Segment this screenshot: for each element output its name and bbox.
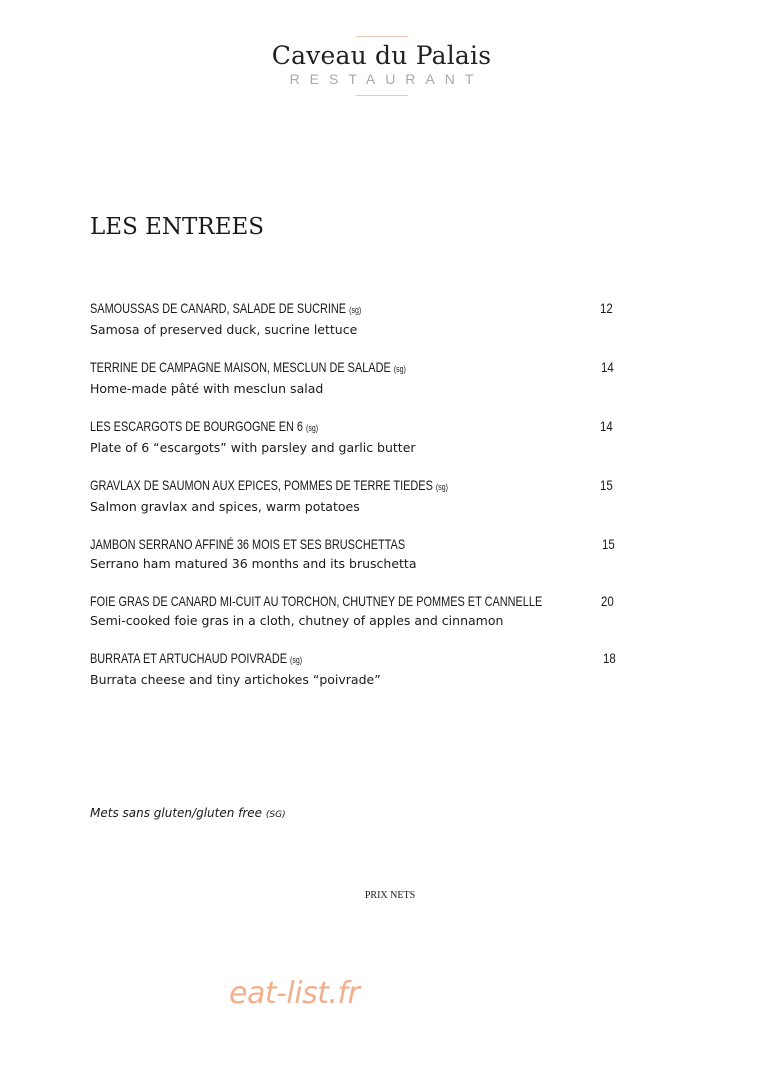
menu-item	[90, 299, 630, 339]
menu-item	[90, 535, 630, 573]
item-price: 15	[602, 536, 615, 552]
menu-item	[90, 649, 630, 689]
item-price: 14	[600, 418, 613, 434]
item-price: 18	[603, 650, 616, 666]
item-description: Serrano ham matured 36 months and its bruschetta	[90, 556, 417, 571]
item-name: TERRINE DE CAMPAGNE MAISON, MESCLUN DE SALADE (sg)	[90, 359, 406, 375]
menu-item	[90, 417, 630, 457]
gluten-free-mark: (sg)	[435, 482, 448, 492]
item-description: Salmon gravlax and spices, warm potatoes	[90, 499, 360, 514]
item-price: 15	[600, 477, 613, 493]
item-name: LES ESCARGOTS DE BOURGOGNE EN 6 (sg)	[90, 418, 319, 434]
prix-nets-note: PRIX NETS	[364, 890, 416, 901]
item-description: Samosa of preserved duck, sucrine lettuce	[90, 322, 358, 337]
item-description: Plate of 6 “escargots” with parsley and garlic butter	[90, 440, 416, 455]
section-title: LES ENTREES	[90, 214, 265, 240]
watermark: eat-list.fr	[229, 976, 360, 1011]
gluten-free-mark: (sg)	[290, 655, 303, 665]
gluten-free-footnote: Mets sans gluten/gluten free (SG)	[90, 806, 286, 820]
footnote-sg-mark: (SG)	[265, 810, 286, 820]
item-description: Semi-cooked foie gras in a cloth, chutney of apples and cinnamon	[90, 613, 504, 628]
menu-item	[90, 592, 630, 630]
menu-item	[90, 476, 630, 516]
item-name: SAMOUSSAS DE CANARD, SALADE DE SUCRINE (sg)	[90, 300, 362, 316]
menu-items	[90, 299, 630, 708]
item-description: Home-made pâté with mesclun salad	[90, 381, 324, 396]
item-name: GRAVLAX DE SAUMON AUX EPICES, POMMES DE TERRE TIEDES (sg)	[90, 477, 448, 493]
item-price: 20	[601, 593, 614, 609]
item-name: JAMBON SERRANO AFFINÉ 36 MOIS ET SES BRUSCHETTAS	[90, 536, 406, 552]
restaurant-logo	[0, 36, 763, 96]
restaurant-subtitle: RESTAURANT	[289, 71, 484, 87]
restaurant-name: Caveau du Palais	[271, 41, 492, 70]
logo-bottom-rule	[356, 95, 408, 96]
item-name: FOIE GRAS DE CANARD MI-CUIT AU TORCHON, CHUTNEY DE POMMES ET CANNELLE	[90, 593, 543, 609]
item-name: BURRATA ET ARTUCHAUD POIVRADE (sg)	[90, 650, 303, 666]
gluten-free-mark: (sg)	[306, 423, 319, 433]
item-description: Burrata cheese and tiny artichokes “poivrade”	[90, 672, 381, 687]
logo-top-rule	[356, 36, 408, 37]
item-price: 14	[601, 359, 614, 375]
item-price: 12	[600, 300, 613, 316]
gluten-free-mark: (sg)	[393, 364, 406, 374]
gluten-free-mark: (sg)	[349, 305, 362, 315]
menu-item	[90, 358, 630, 398]
